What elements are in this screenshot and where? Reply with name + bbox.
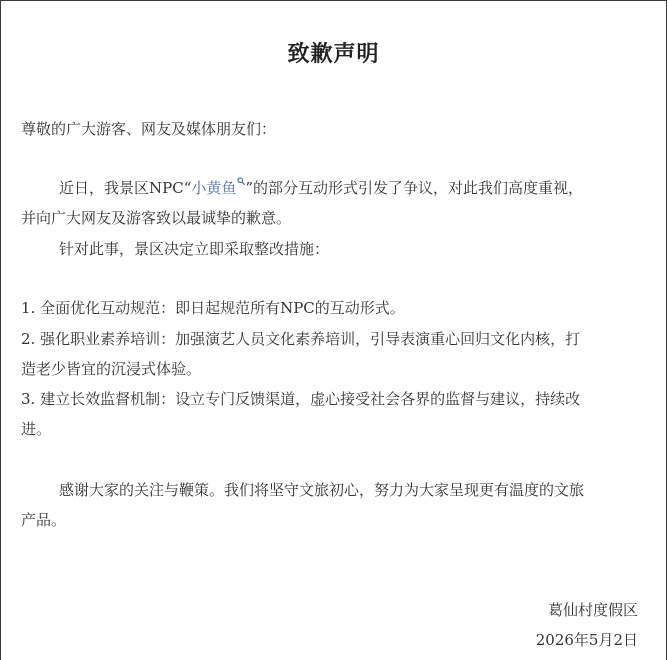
measure-3-line-2: 进。 — [21, 420, 52, 438]
paragraph-1-line-2: 并向广大网友及游客致以最诚挚的歉意。 — [21, 209, 292, 227]
page-title: 致歉声明 — [287, 42, 380, 67]
closing-line-1: 感谢大家的关注与鞭策。我们将坚守文旅初心，努力为大家呈现更有温度的文旅 — [59, 481, 585, 499]
npc-name-link-text[interactable]: 小黄鱼 — [191, 179, 237, 197]
search-icon[interactable] — [237, 177, 245, 185]
signature: 葛仙村度假区 — [547, 601, 638, 619]
date: 2026年5月2日 — [535, 631, 638, 649]
paragraph-1-line-1 — [59, 173, 583, 203]
greeting: 尊敬的广大游客、网友及媒体朋友们： — [21, 120, 277, 138]
paragraph-2: 针对此事，景区决定立即采取整改措施： — [59, 240, 330, 258]
measure-2-line-1: 2. 强化职业素养培训：加强演艺人员文化素养培训，引导表演重心回归文化内核，打 — [21, 330, 581, 348]
measure-3-line-1: 3. 建立长效监督机制：设立专门反馈渠道，虚心接受社会各界的监督与建议，持续改 — [21, 390, 581, 408]
measure-2-line-2: 造老少皆宜的沉浸式体验。 — [21, 360, 202, 378]
npc-search-link[interactable] — [191, 179, 245, 197]
closing-line-2: 产品。 — [21, 511, 67, 529]
measure-1: 1. 全面优化互动规范：即日起规范所有NPC的互动形式。 — [21, 299, 405, 317]
paragraph-1-before: 近日，我景区NPC“ — [59, 179, 192, 197]
paragraph-1-after: ”的部分互动形式引发了争议，对此我们高度重视， — [245, 179, 584, 197]
